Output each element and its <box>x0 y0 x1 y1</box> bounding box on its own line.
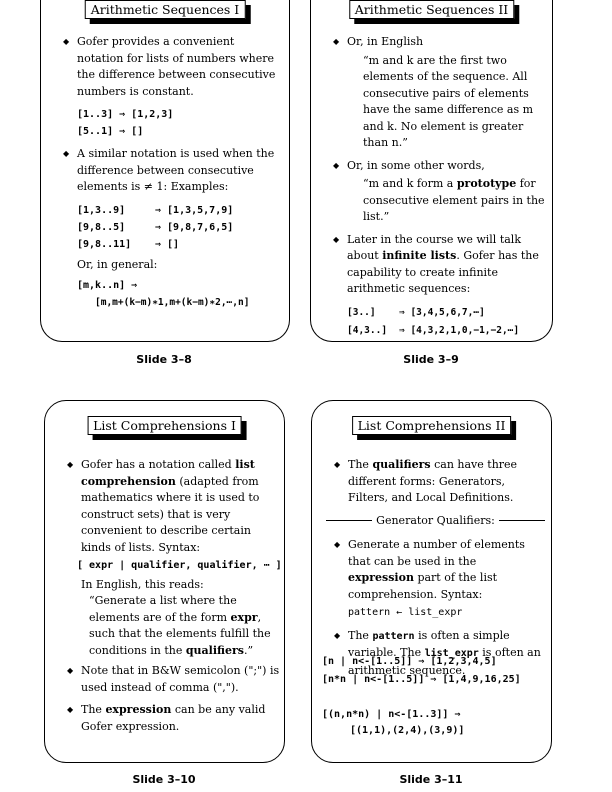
code-examples <box>322 653 521 739</box>
slide-caption: Slide 3–10 <box>132 773 196 786</box>
bullet: ◆ A similar notation is used when the difference between consecutive elements is ≠ 1: Examples: <box>63 146 281 196</box>
text: (adapted from mathematics where it is used to construct sets) that is very convenient to describe certain kinds of lists. Syntax: <box>81 474 260 554</box>
bullet: ◆ Or, in English <box>333 34 548 51</box>
code-term: pattern <box>372 630 415 642</box>
section-separator <box>326 513 545 530</box>
english-label: In English, this reads: <box>81 577 204 591</box>
code-rhs: ⇒ [9,8,7,6,5] <box>155 221 234 233</box>
code-line: [n*n | n<-[1..5]] ⇒ [1,4,9,16,25] <box>322 674 521 685</box>
code-examples <box>333 304 548 340</box>
code-line: [n | n<-[1..5]] ⇒ [1,2,3,4,5] <box>322 656 497 667</box>
code-line: [m,k..n] ⇒ <box>77 280 138 291</box>
bold-term: prototype <box>456 177 517 190</box>
code-line: [1..3] ⇒ [1,2,3] <box>77 109 174 120</box>
text: The <box>81 703 106 716</box>
code-rhs: ⇒ [3,4,5,6,7,⋯] <box>399 306 485 318</box>
text: . Gofer has the capability to create infinite arithmetic sequences: <box>347 249 539 295</box>
bold-term: expression <box>105 703 172 716</box>
bullet <box>67 457 280 556</box>
code-examples <box>63 202 281 253</box>
text: for consecutive element pairs in the list.” <box>363 177 545 223</box>
bold-term: list comprehension <box>81 458 255 488</box>
code-line: [5..1] ⇒ [] <box>77 126 144 137</box>
bullet <box>334 457 545 507</box>
code-lhs: [4,3..] <box>347 324 388 336</box>
text: Gofer has a notation called <box>81 458 236 471</box>
bold-term: expr <box>230 610 258 624</box>
bullet <box>334 537 545 603</box>
code-lhs: [9,8..11] <box>77 238 132 250</box>
bullet: ◆ Or, in some other words, <box>333 158 548 175</box>
bold-term: qualifiers <box>372 458 431 471</box>
bullet <box>67 702 280 735</box>
text: “m and k form a <box>363 177 457 190</box>
slide-title: List Comprehensions I <box>87 416 242 435</box>
bullet: ◆ Gofer provides a convenient notation for lists of numbers where the difference between consecutive numbers is constant. <box>63 34 281 100</box>
slide-3-11 <box>311 400 552 763</box>
quote: “m and k are the first two elements of the sequence. All consecutive pairs of elements have the same difference as m and k. No element is greater than n.” <box>363 53 534 149</box>
slide-caption: Slide 3–11 <box>399 773 463 786</box>
code-line: [(n,n*n) | n<-[1..3]] ⇒ <box>322 709 461 720</box>
text: “Generate a list where the elements are of the form <box>89 594 237 624</box>
code-examples <box>63 106 281 140</box>
code-rhs: ⇒ [1,3,5,7,9] <box>155 204 234 216</box>
slide-caption: Slide 3–8 <box>136 353 192 366</box>
bullet: ◆ Note that in B&W semicolon (";") is used instead of comma (","). <box>67 663 280 696</box>
text: is often a simple variable. The <box>348 628 510 659</box>
quote <box>67 593 280 659</box>
text: is often an arithmetic sequence. <box>348 646 541 677</box>
syntax: pattern ← list_expr <box>348 607 463 618</box>
code-rhs: ⇒ [4,3,2,1,0,−1,−2,⋯] <box>399 324 520 336</box>
slide-title: Arithmetic Sequences II <box>349 0 514 19</box>
bold-term: infinite lists <box>382 249 457 262</box>
bullet <box>333 232 548 298</box>
bold-term: expression <box>348 571 414 584</box>
quote <box>333 176 548 226</box>
code-lhs: [3..] <box>347 306 376 318</box>
text: can be any valid Gofer expression. <box>81 703 266 733</box>
text: part of the list comprehension. Syntax: <box>348 571 498 601</box>
code-term: list_expr <box>424 648 479 659</box>
text: Generate a number of elements that can be used in the <box>348 538 525 568</box>
code-line: [m,m+(k−m)∗1,m+(k−m)∗2,⋯,n] <box>95 297 250 308</box>
text: The <box>348 628 373 642</box>
code-lhs: [9,8..5] <box>77 221 126 233</box>
code-lhs: [1,3..9] <box>77 204 126 216</box>
text: .” <box>244 643 254 657</box>
general-code <box>63 277 281 311</box>
code-rhs: ⇒ [] <box>155 238 180 250</box>
slide-3-9 <box>310 0 553 342</box>
text: , such that the elements fulfill the conditions in the <box>89 610 271 657</box>
text: The <box>348 458 373 471</box>
separator-label: Generator Qualifiers: <box>376 513 495 527</box>
text: Later in the course we will talk about <box>347 232 521 262</box>
syntax: [ expr | qualifier, qualifier, ⋯ ] <box>77 560 282 571</box>
bold-term: qualifiers <box>185 643 244 657</box>
slide-title: Arithmetic Sequences I <box>85 0 246 19</box>
slide-3-8 <box>40 0 290 342</box>
slide-3-10 <box>44 400 285 763</box>
code-line: [(1,1),(2,4),(3,9)] <box>350 725 465 736</box>
slide-title: List Comprehensions II <box>352 416 512 435</box>
slide-caption: Slide 3–9 <box>403 353 459 366</box>
text: can have three different forms: Generators, Filters, and Local Definitions. <box>348 458 518 504</box>
general-label: Or, in general: <box>77 257 158 271</box>
